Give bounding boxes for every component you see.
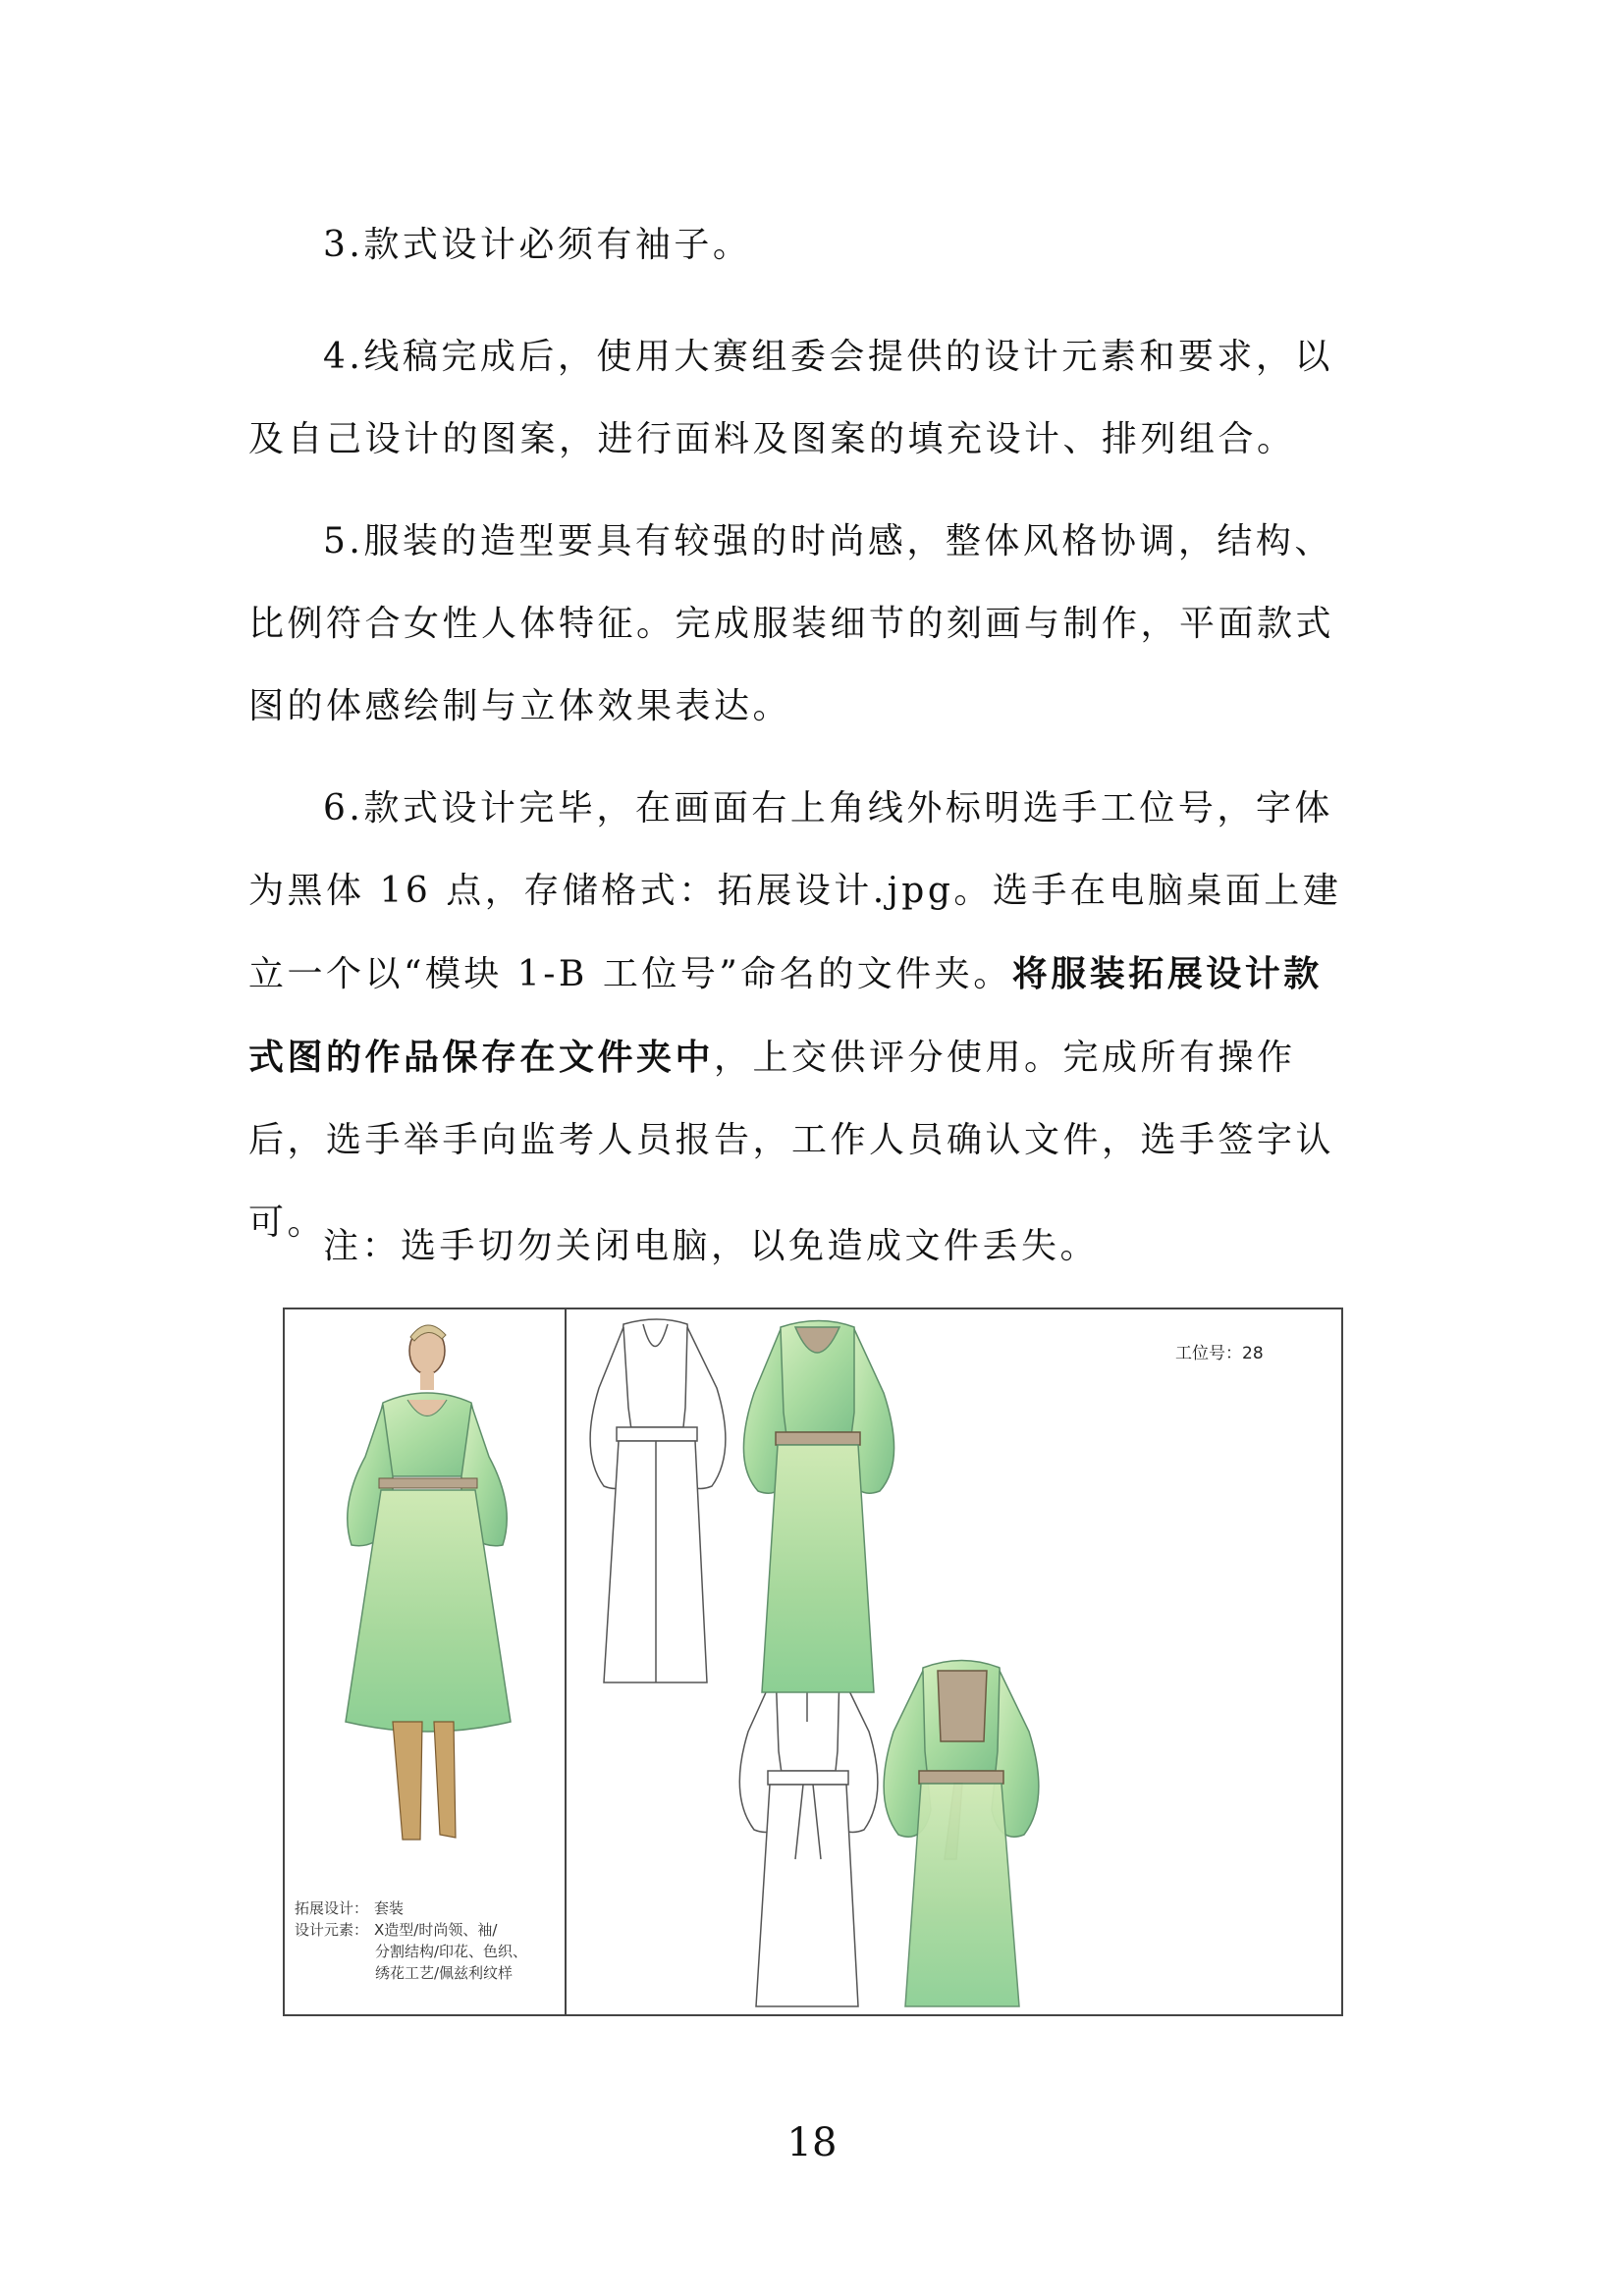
caption-line-3: 分割结构/印花、色织、 [375,1943,528,1960]
caption-line-4: 绣花工艺/佩兹利纹样 [375,1964,514,1982]
paragraph-6-bold: 将服装拓展设计款式图的作品保存在文件夹中 [248,953,1323,1078]
paragraph-6-part-b: ，上交供评分使用。完成所有操作后，选手举手向监考人员报告，工作人员确认文件，选手签字认可。 [248,1038,1335,1243]
flat-sketch-back [739,1662,878,2007]
colored-flat-back [884,1661,1039,2007]
paragraph-5: 5.服装的造型要具有较强的时尚感，整体风格协调，结构、比例符合女性人体特征。完成服装细节的刻画与制作，平面款式图的体感绘制与立体效果表达。 [248,521,1335,726]
page-number: 18 [786,2120,838,2165]
paragraph-6-part-a: 6.款式设计完毕，在画面右上角线外标明选手工位号，字体为黑体 16 点，存储格式：拓展设计.jpg。选手在电脑桌面上建立一个以“模块 1-B 工位号”命名的文件夹。 [248,788,1342,994]
model-illustration [346,1325,511,1840]
flat-sketch-front [590,1319,726,1682]
note-paragraph: 注：选手切勿关闭电脑，以免造成文件丢失。 [323,1226,1100,1266]
paragraph-3: 3.款式设计必须有袖子。 [323,225,752,265]
design-figure [283,1308,1343,2016]
colored-flat-front [743,1321,893,1693]
caption-line-2: 设计元素： X造型/时尚领、袖/ [295,1921,498,1939]
fashion-illustrations [285,1309,1345,2018]
paragraph-6 [248,768,1353,1264]
caption-line-1: 拓展设计： 套装 [295,1899,405,1917]
paragraph-4: 4.线稿完成后，使用大赛组委会提供的设计元素和要求，以及自己设计的图案，进行面料及图案的填充设计、排列组合。 [248,337,1333,459]
station-number-label: 工位号：28 [1175,1344,1264,1363]
